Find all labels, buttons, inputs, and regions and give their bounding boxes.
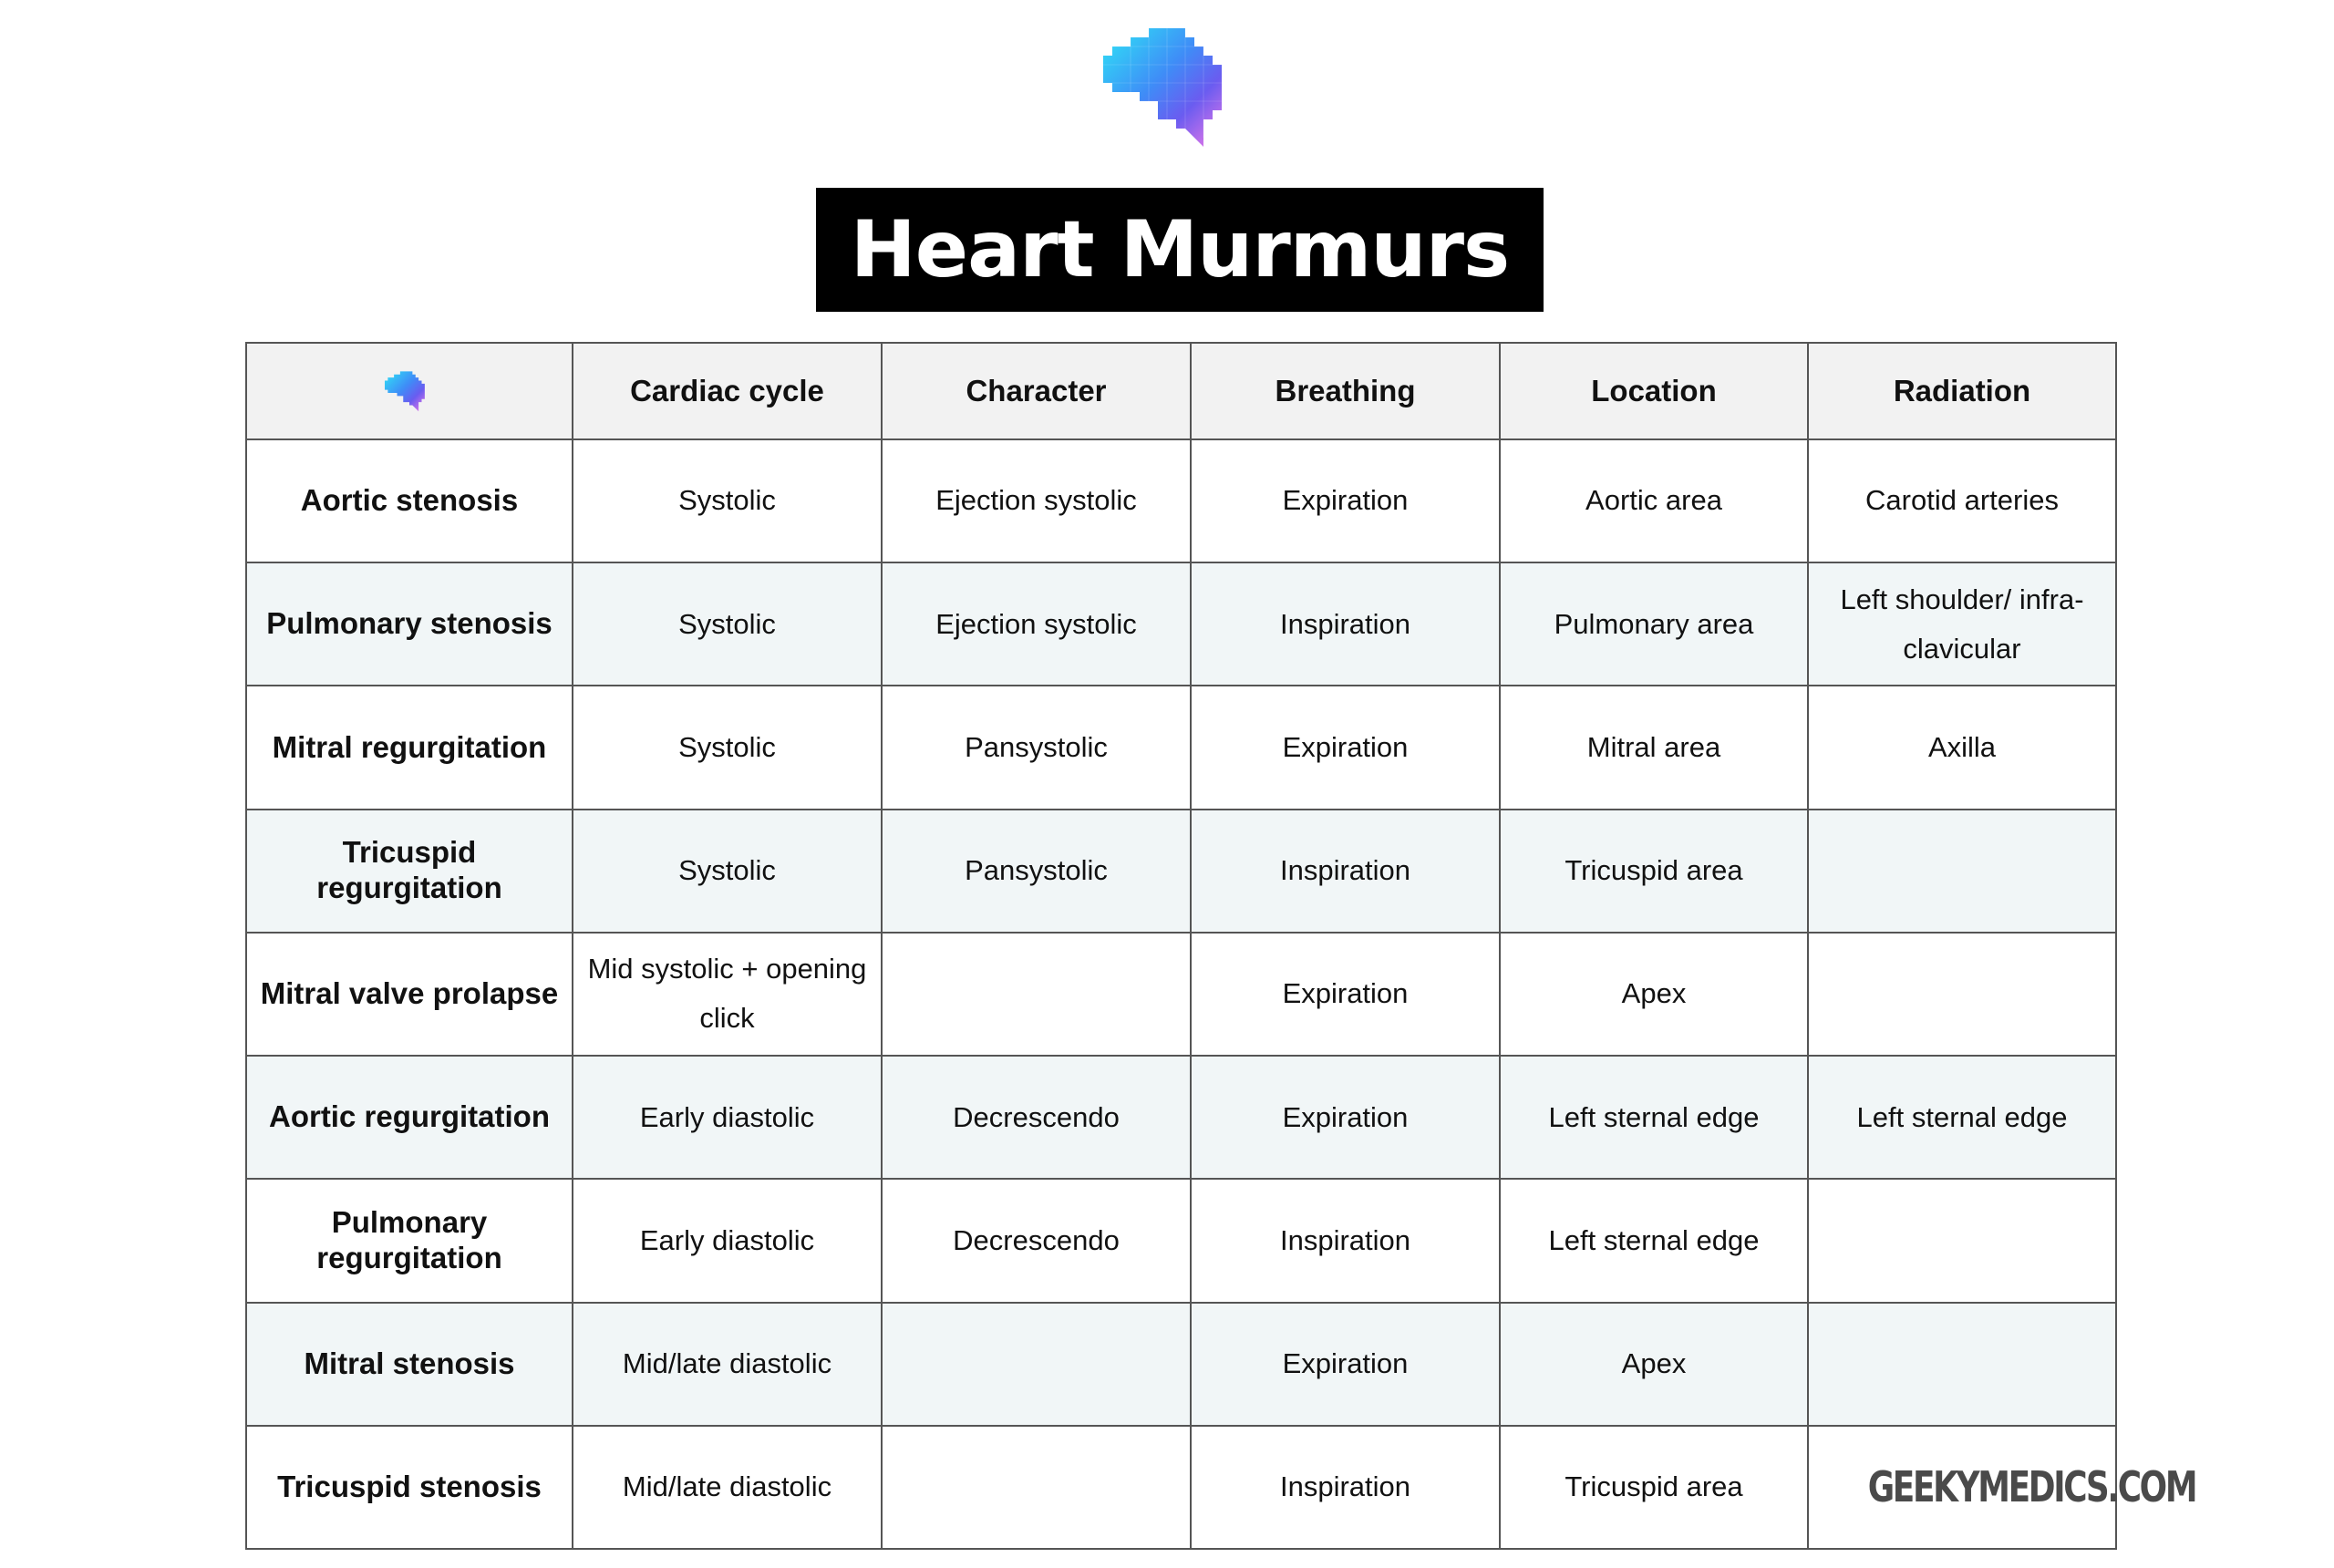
brain-logo-icon [1103, 26, 1249, 159]
row-header: Mitral stenosis [246, 1303, 573, 1426]
table-row [246, 1426, 2116, 1549]
table-cell: Expiration [1191, 1303, 1500, 1426]
table-cell [1808, 933, 2116, 1056]
table-cell [1808, 810, 2116, 933]
title-banner [816, 188, 1544, 312]
table-cell: Left sternal edge [1808, 1056, 2116, 1179]
table-cell: Inspiration [1191, 810, 1500, 933]
table-cell: Decrescendo [882, 1179, 1191, 1302]
table-cell: Mid/late diastolic [573, 1426, 882, 1549]
table-cell: Mid/late diastolic [573, 1303, 882, 1426]
table-cell: Carotid arteries [1808, 439, 2116, 562]
table-row [246, 439, 2116, 562]
table-cell: Left shoulder/ infra-clavicular [1808, 562, 2116, 686]
row-header: Tricuspid stenosis [246, 1426, 573, 1549]
table-cell: Left sternal edge [1500, 1179, 1808, 1302]
row-header: Mitral regurgitation [246, 686, 573, 809]
table-cell: Expiration [1191, 439, 1500, 562]
table-row [246, 1056, 2116, 1179]
table-row [246, 562, 2116, 686]
table-cell: Expiration [1191, 1056, 1500, 1179]
table-cell: Early diastolic [573, 1056, 882, 1179]
column-header: Character [882, 343, 1191, 439]
table-cell: Left sternal edge [1500, 1056, 1808, 1179]
table-cell: Aortic area [1500, 439, 1808, 562]
row-header: Mitral valve prolapse [246, 933, 573, 1056]
row-header: Aortic regurgitation [246, 1056, 573, 1179]
table-cell: Tricuspid area [1500, 810, 1808, 933]
column-header: Location [1500, 343, 1808, 439]
table-cell: Expiration [1191, 686, 1500, 809]
row-header: Pulmonary regurgitation [246, 1179, 573, 1302]
table-cell: Systolic [573, 562, 882, 686]
row-header: Aortic stenosis [246, 439, 573, 562]
table-cell: Mitral area [1500, 686, 1808, 809]
table-cell: Ejection systolic [882, 439, 1191, 562]
table-row [246, 933, 2116, 1056]
table-cell: Pansystolic [882, 686, 1191, 809]
table-cell: Axilla [1808, 686, 2116, 809]
table-cell: Inspiration [1191, 562, 1500, 686]
table-cell: Apex [1500, 933, 1808, 1056]
table-row [246, 1303, 2116, 1426]
table-cell: Expiration [1191, 933, 1500, 1056]
table-cell: Inspiration [1191, 1426, 1500, 1549]
header-corner [246, 343, 573, 439]
table-cell: Systolic [573, 686, 882, 809]
brand-watermark: GEEKYMEDICS.COM [1867, 1462, 2196, 1512]
table-cell: Tricuspid area [1500, 1426, 1808, 1549]
table-row [246, 686, 2116, 809]
table-cell: Pansystolic [882, 810, 1191, 933]
page-title: Heart Murmurs [850, 204, 1510, 295]
table-cell [882, 933, 1191, 1056]
table-header-row [246, 343, 2116, 439]
table-cell: Decrescendo [882, 1056, 1191, 1179]
column-header: Radiation [1808, 343, 2116, 439]
table-cell: Early diastolic [573, 1179, 882, 1302]
brain-small-icon [385, 371, 434, 415]
table-cell: Ejection systolic [882, 562, 1191, 686]
table-cell [1808, 1179, 2116, 1302]
table-cell: Mid systolic + opening click [573, 933, 882, 1056]
brand-cell [1808, 1426, 2196, 1549]
table-row [246, 810, 2116, 933]
table-cell: Inspiration [1191, 1179, 1500, 1302]
row-header: Pulmonary stenosis [246, 562, 573, 686]
row-header: Tricuspid regurgitation [246, 810, 573, 933]
table-cell [882, 1426, 1191, 1549]
murmurs-table [245, 342, 2196, 1550]
table-cell [882, 1303, 1191, 1426]
table-cell: Systolic [573, 439, 882, 562]
column-header: Cardiac cycle [573, 343, 882, 439]
column-header: Breathing [1191, 343, 1500, 439]
table-row [246, 1179, 2116, 1302]
table-cell: Pulmonary area [1500, 562, 1808, 686]
table-cell: Systolic [573, 810, 882, 933]
table-cell [1808, 1303, 2116, 1426]
table-cell: Apex [1500, 1303, 1808, 1426]
